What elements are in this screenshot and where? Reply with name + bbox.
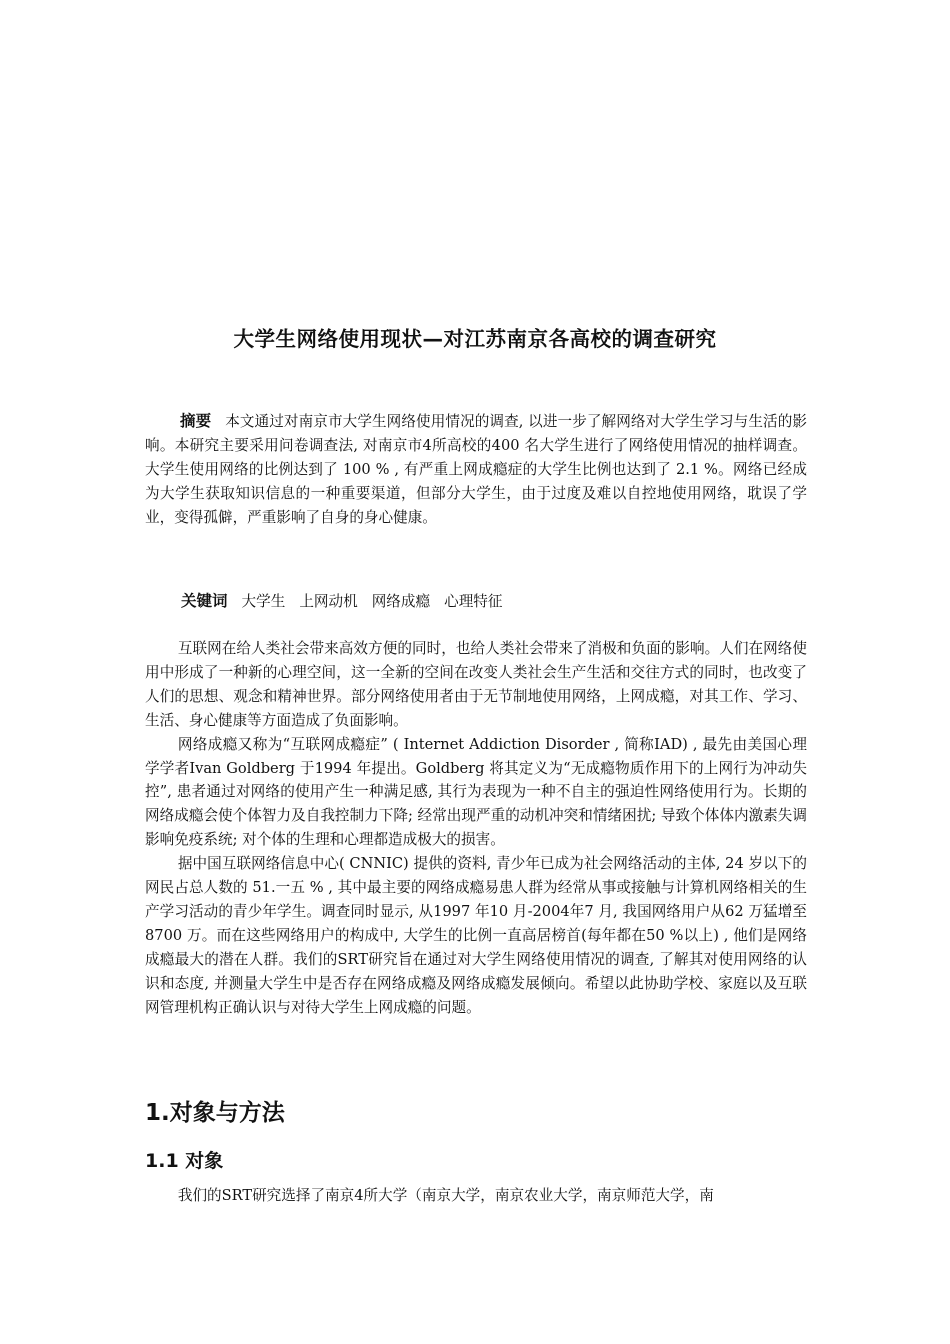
subsection-heading: 1.1 对象 <box>145 1150 224 1172</box>
paragraph: 网络成瘾又称为“互联网成瘾症” ( Internet Addiction Disorder , 简称IAD) , 最先由美国心理学学者Ivan Goldberg 于1994 年提出。Goldberg 将其定义为“无成瘾物质作用下的上网行为冲动失控”, 患者通过对网络的使用产生一种满足感, 其行为表现为一种不自主的强迫性网络使用行为。长期的网络成瘾会使个体智力及自我控制力下降; 经常出现严重的动机冲突和情绪困扰; 导致个体体内激素失调影响免疫系统; 对个体的生理和心理都造成极大的损害。 <box>145 735 807 849</box>
keyword-item: 上网动机 <box>299 593 358 610</box>
keywords-label: 关键词 <box>181 592 228 610</box>
document-title: 大学生网络使用现状—对江苏南京各高校的调查研究 <box>233 327 717 351</box>
abstract-label: 摘要 <box>180 412 212 430</box>
paragraph: 互联网在给人类社会带来高效方便的同时，也给人类社会带来了消极和负面的影响。人们在网络使用中形成了一种新的心理空间，这一全新的空间在改变人类社会生产生活和交往方式的同时，也改变了人们的思想、观念和精神世界。部分网络使用者由于无节制地使用网络，上网成瘾，对其工作、学习、生活、身心健康等方面造成了负面影响。 <box>145 640 807 729</box>
section-paragraph: 我们的SRT研究选择了南京4所大学（南京大学，南京农业大学，南京师范大学，南 <box>177 1187 714 1204</box>
keywords <box>181 589 801 614</box>
keyword-item: 网络成瘾 <box>371 593 431 610</box>
paragraph: 据中国互联网络信息中心( CNNIC) 提供的资料, 青少年已成为社会网络活动的主体, 24 岁以下的网民占总人数的 51.一五 % , 其中最主要的网络成瘾易患人群为经常从事或接触与计算机网络相关的生产学习活动的青少年学生。调查同时显示, 从1997 年10 月-2004年7 月, 我国网络用户从62 万猛增至8700 万。而在这些网络用户的构成中, 大学生的比例一直高居榜首(每年都在50 %以上) , 他们是网络成瘾最大的潜在人群。我们的SRT研究旨在通过对大学生网络使用情况的调查, 了解其对使用网络的认识和态度, 并测量大学生中是否存在网络成瘾及网络成瘾发展倾向。希望以此协助学校、家庭以及互联网管理机构正确认识与对待大学生上网成瘾的问题。 <box>145 855 807 1016</box>
abstract <box>145 410 807 530</box>
body-text <box>145 637 807 1020</box>
keyword-item: 心理特征 <box>444 593 503 610</box>
section-heading: 1.对象与方法 <box>145 1100 285 1126</box>
abstract-text: 本文通过对南京市大学生网络使用情况的调查, 以进一步了解网络对大学生学习与生活的影响。本研究主要采用问卷调查法, 对南京市4所高校的400 名大学生进行了网络使用情况的抽样调查。大学生使用网络的比例达到了 100 % , 有严重上网成瘾症的大学生比例也达到了 2.1 %。网络已经成为大学生获取知识信息的一种重要渠道，但部分大学生，由于过度及难以自控地使用网络，耽误了学业，变得孤僻，严重影响了自身的身心健康。 <box>145 413 807 526</box>
keyword-item: 大学生 <box>241 593 286 610</box>
